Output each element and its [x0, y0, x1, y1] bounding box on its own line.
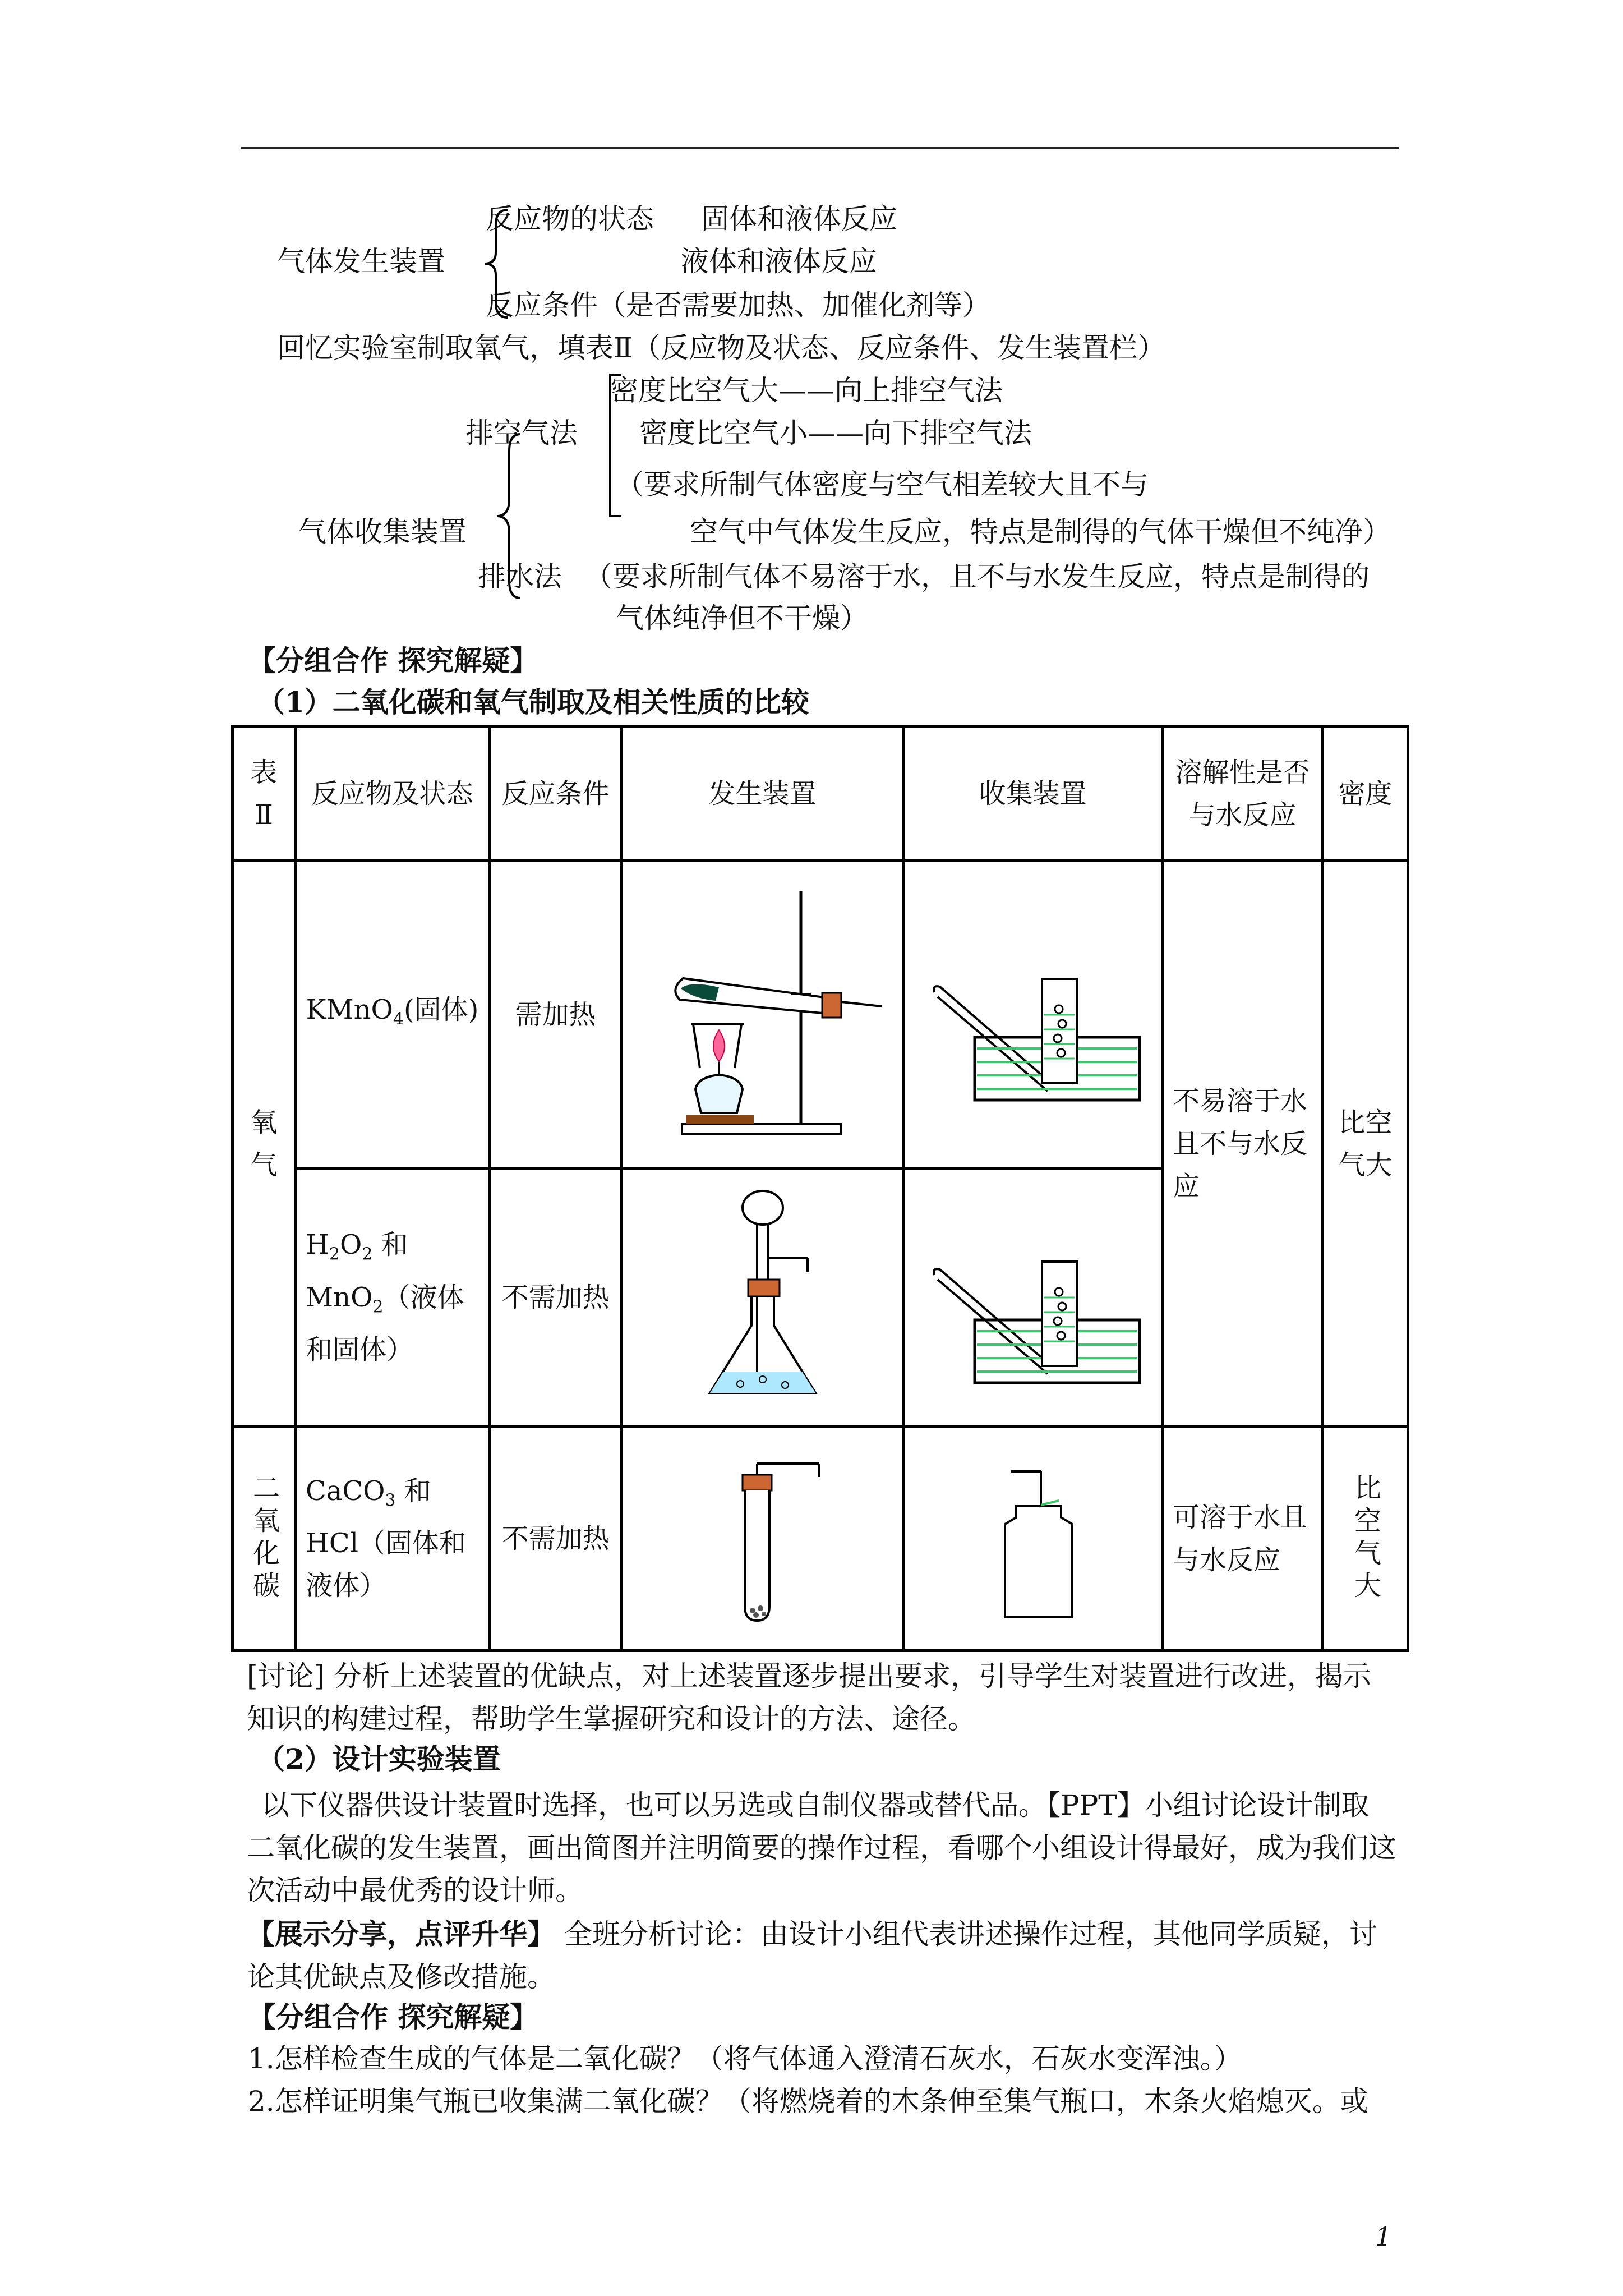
collect-device-label: 气体收集装置	[298, 516, 467, 548]
question-1: 1.怎样检查生成的气体是二氧化碳？（将气体通入澄清石灰水，石灰水变浑浊。）	[248, 2042, 1242, 2075]
requirement-a: （要求所制气体密度与空气相差较大且不与	[616, 468, 1149, 501]
oxygen-condition-2: 不需加热	[490, 1168, 622, 1427]
water-displacement-icon	[921, 1208, 1145, 1387]
oxygen-solubility: 不易溶于水且不与水反应	[1163, 861, 1323, 1427]
recall-line: 回忆实验室制取氧气，填表Ⅱ（反应物及状态、反应条件、发生装置栏）	[277, 332, 1165, 364]
oxygen-reactant-1: KMnO$_4$(固体)	[296, 861, 490, 1168]
lighter-label: 密度比空气小——向下排空气法	[639, 417, 1032, 449]
header-solubility: 溶解性是否与水反应	[1163, 726, 1323, 861]
header-table-no: 表Ⅱ	[233, 726, 296, 861]
table-row	[233, 861, 1408, 1168]
kmno4-apparatus-cell	[622, 861, 903, 1168]
oxygen-density: 比空气大	[1323, 861, 1408, 1427]
co2-solubility: 可溶于水且与水反应	[1163, 1427, 1323, 1651]
share-text: 全班分析讨论：由设计小组代表讲述操作过程，其他同学质疑，讨论其优缺点及修改措施。	[247, 1918, 1377, 1993]
header-generator: 发生装置	[622, 726, 903, 861]
header-condition: 反应条件	[490, 726, 622, 861]
co2-density: 比空气大	[1323, 1427, 1408, 1651]
water-displacement-icon	[921, 925, 1145, 1105]
header-rule	[241, 147, 1399, 149]
oxygen-reactant-2: $H_2O_2$ 和 MnO$_2$（液体和固体）	[296, 1168, 490, 1427]
table-row	[233, 1427, 1408, 1651]
section2-subheading: （2）设计实验装置	[257, 1742, 501, 1775]
page-number: 1	[1375, 2221, 1392, 2252]
gen-brace-icon	[480, 208, 514, 320]
oxygen-label: 氧气	[233, 861, 296, 1427]
co2-collector-cell	[903, 1427, 1163, 1651]
solid-liquid-label: 固体和液体反应	[701, 203, 897, 235]
comparison-table	[231, 725, 1409, 1652]
co2-condition: 不需加热	[490, 1427, 622, 1651]
h2o2-apparatus-cell	[622, 1168, 903, 1427]
share-heading: 【展示分享，点评升华】	[247, 1917, 555, 1950]
section3-heading: 【分组合作 探究解疑】	[248, 2000, 538, 2033]
oxygen-condition-1: 需加热	[490, 861, 622, 1168]
kmno4-collector-cell	[903, 861, 1163, 1168]
question-2: 2.怎样证明集气瓶已收集满二氧化碳？（将燃烧着的木条伸至集气瓶口，木条火焰熄灭。或	[248, 2085, 1368, 2118]
test-tube-generator-icon	[690, 1449, 836, 1628]
co2-reactant: CaCO$_3$ 和 HCl（固体和液体）	[296, 1427, 490, 1651]
gas-bottle-upward-icon	[971, 1449, 1095, 1628]
liquid-liquid-label: 液体和液体反应	[681, 245, 877, 278]
header-reactant: 反应物及状态	[296, 726, 490, 861]
header-collector: 收集装置	[903, 726, 1163, 861]
co2-label: 二氧化碳	[233, 1427, 296, 1651]
heated-test-tube-apparatus-icon	[639, 883, 886, 1147]
air-method-label: 排空气法	[465, 417, 578, 449]
requirement-b: 空气中气体发生反应，特点是制得的气体干燥但不纯净）	[690, 516, 1391, 548]
share-paragraph	[247, 1913, 1396, 1998]
reactant-state-label: 反应物的状态	[486, 203, 654, 235]
table-header-row	[233, 726, 1408, 861]
co2-apparatus-cell	[622, 1427, 903, 1651]
section1-heading: 【分组合作 探究解疑】	[248, 644, 538, 677]
water-feature: 气体纯净但不干燥）	[616, 602, 868, 634]
h2o2-collector-cell	[903, 1168, 1163, 1427]
conditions-label: 反应条件（是否需要加热、加催化剂等）	[486, 289, 990, 321]
denser-label: 密度比空气大——向上排空气法	[610, 374, 1003, 407]
header-density: 密度	[1323, 726, 1408, 861]
gen-device-label: 气体发生装置	[277, 245, 445, 278]
design-paragraph: 以下仪器供设计装置时选择，也可以另选或自制仪器或替代品。【PPT】小组讨论设计制取二氧化碳的发生装置，画出简图并注明简要的操作过程，看哪个小组设计得最好，成为我们这次活动中最优秀的设计师。	[247, 1789, 1396, 1907]
discussion-paragraph: [讨论] 分析上述装置的优缺点，对上述装置逐步提出要求，引导学生对装置进行改进，揭示知识的构建过程，帮助学生掌握研究和设计的方法、途径。	[247, 1660, 1371, 1735]
water-method-label: 排水法	[478, 560, 562, 593]
conical-flask-funnel-icon	[679, 1185, 847, 1410]
section1-subheading: （1）二氧化碳和氧气制取及相关性质的比较	[257, 685, 809, 719]
water-requirement: （要求所制气体不易溶于水，且不与水发生反应，特点是制得的	[584, 560, 1370, 593]
